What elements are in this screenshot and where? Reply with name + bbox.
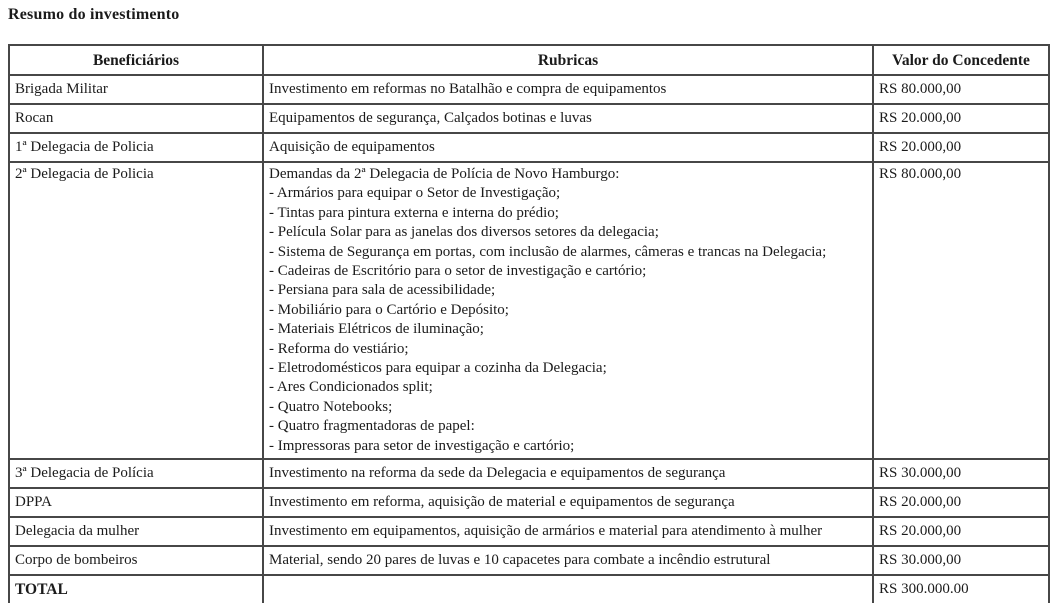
valor-cell: RS 20.000,00 [873,488,1049,517]
table-row [9,488,1049,517]
valor-cell: RS 20.000,00 [873,517,1049,546]
rubrica-line: - Cadeiras de Escritório para o setor de investigação e cartório; [269,263,647,280]
beneficiary-cell: 2ª Delegacia de Policia [9,162,263,459]
beneficiary-cell: 3ª Delegacia de Polícia [9,459,263,488]
table-row [9,459,1049,488]
investment-table [8,44,1050,603]
valor-cell: RS 80.000,00 [873,162,1049,459]
table-row [9,75,1049,104]
rubrica-line: - Quatro fragmentadoras de papel: [269,418,475,435]
beneficiary-cell: DPPA [9,488,263,517]
rubrica-line: - Impressoras para setor de investigação e cartório; [269,437,575,454]
rubrica-line: - Película Solar para as janelas dos diversos setores da delegacia; [269,224,659,241]
header-valor: Valor do Concedente [873,45,1049,75]
table-row [9,104,1049,133]
beneficiary-cell: Corpo de bombeiros [9,546,263,575]
rubrica-cell: Investimento na reforma da sede da Delegacia e equipamentos de segurança [263,459,873,488]
table-row-total [9,575,1049,603]
rubrica-cell: Material, sendo 20 pares de luvas e 10 capacetes para combate a incêndio estrutural [263,546,873,575]
rubrica-cell: Investimento em reformas no Batalhão e compra de equipamentos [263,75,873,104]
rubrica-line: - Ares Condicionados split; [269,379,433,396]
beneficiary-cell: TOTAL [9,575,263,603]
valor-cell: RS 20.000,00 [873,133,1049,162]
rubrica-line: - Tintas para pintura externa e interna do prédio; [269,204,559,221]
beneficiary-cell: 1ª Delegacia de Policia [9,133,263,162]
valor-cell: RS 300.000.00 [873,575,1049,603]
beneficiary-cell: Delegacia da mulher [9,517,263,546]
rubrica-line: - Reforma do vestiário; [269,340,409,357]
valor-cell: RS 30.000,00 [873,546,1049,575]
rubrica-cell [263,575,873,603]
rubrica-line-list [269,165,867,456]
page-title: Resumo do investimento [8,6,180,23]
beneficiary-cell: Rocan [9,104,263,133]
table-row [9,162,1049,459]
rubrica-cell: Investimento em reforma, aquisição de material e equipamentos de segurança [263,488,873,517]
rubrica-cell [263,162,873,459]
table-row [9,133,1049,162]
table-row [9,546,1049,575]
rubrica-line: - Armários para equipar o Setor de Investigação; [269,185,561,202]
rubrica-line: Demandas da 2ª Delegacia de Polícia de Novo Hamburgo: [269,166,620,182]
rubrica-line: - Mobiliário para o Cartório e Depósito; [269,301,509,318]
table-row [9,517,1049,546]
rubrica-line: - Persiana para sala de acessibilidade; [269,282,496,299]
beneficiary-cell: Brigada Militar [9,75,263,104]
valor-cell: RS 20.000,00 [873,104,1049,133]
header-beneficiarios: Beneficiários [9,45,263,75]
rubrica-line: - Sistema de Segurança em portas, com inclusão de alarmes, câmeras e trancas na Delegacia; [269,243,827,260]
valor-cell: RS 80.000,00 [873,75,1049,104]
rubrica-cell: Aquisição de equipamentos [263,133,873,162]
header-rubricas: Rubricas [263,45,873,75]
rubrica-line: - Eletrodomésticos para equipar a cozinha da Delegacia; [269,360,607,377]
rubrica-line: - Materiais Elétricos de iluminação; [269,321,484,338]
rubrica-cell: Investimento em equipamentos, aquisição de armários e material para atendimento à mulher [263,517,873,546]
table-header-row [9,45,1049,75]
rubrica-line: - Quatro Notebooks; [269,398,393,415]
valor-cell: RS 30.000,00 [873,459,1049,488]
rubrica-cell: Equipamentos de segurança, Calçados botinas e luvas [263,104,873,133]
